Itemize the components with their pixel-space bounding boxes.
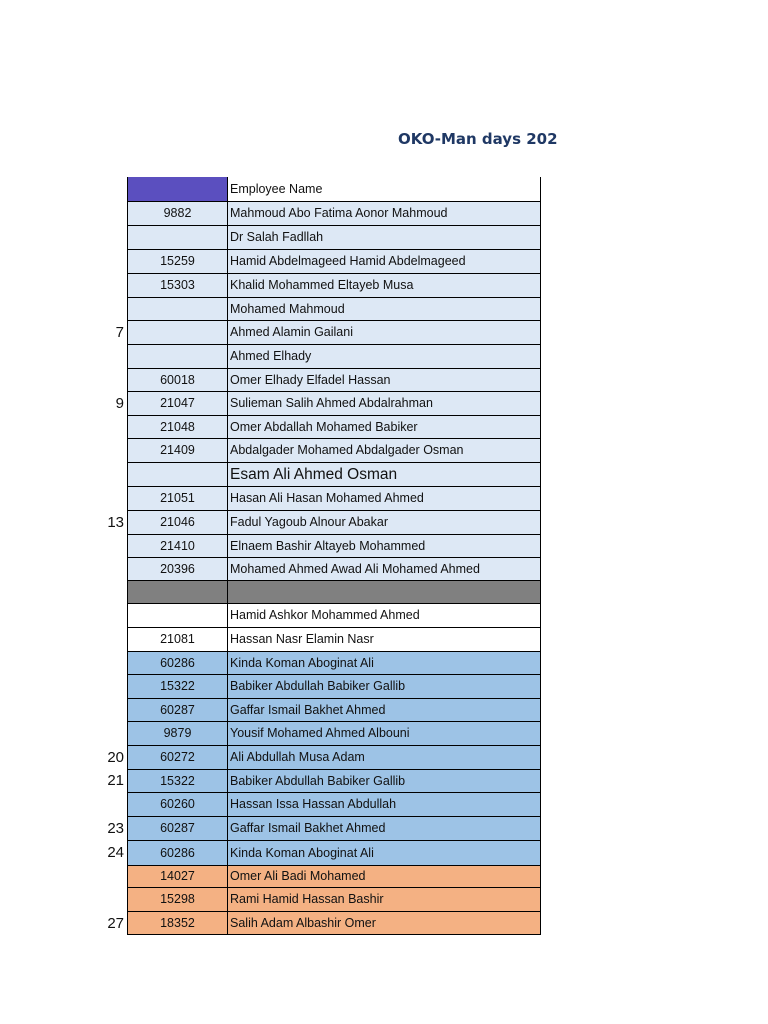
name-cell: Mohamed Ahmed Awad Ali Mohamed Ahmed [227,557,541,580]
name-cell: Babiker Abdullah Babiker Gallib [227,769,541,792]
id-cell: 60286 [127,651,227,674]
name-cell: Salih Adam Albashir Omer [227,911,541,935]
id-cell: 9879 [127,721,227,745]
name-cell: Hasan Ali Hasan Mohamed Ahmed [227,486,541,510]
id-cell [127,225,227,249]
id-cell [127,603,227,627]
id-cell: 18352 [127,911,227,935]
name-cell: Mohamed Mahmoud [227,297,541,320]
id-cell: 21409 [127,438,227,462]
id-cell: 21410 [127,534,227,557]
row-number: 27 [107,914,124,932]
row-number: 13 [107,513,124,531]
id-cell: 15322 [127,674,227,698]
id-cell: 60286 [127,840,227,865]
header-id-cell [127,177,227,201]
row-number: 24 [107,844,124,861]
name-cell: Sulieman Salih Ahmed Abdalrahman [227,391,541,415]
id-cell: 60272 [127,745,227,769]
name-cell: Khalid Mohammed Eltayeb Musa [227,273,541,297]
id-cell: 60287 [127,816,227,840]
sheet-title: OKO-Man days 202 [398,130,558,148]
id-cell: 60260 [127,792,227,816]
name-cell: Hamid Abdelmageed Hamid Abdelmageed [227,249,541,273]
name-cell: Esam Ali Ahmed Osman [227,462,541,486]
id-cell: 21051 [127,486,227,510]
name-cell: Abdalgader Mohamed Abdalgader Osman [227,438,541,462]
id-cell: 14027 [127,865,227,887]
id-cell: 15303 [127,273,227,297]
name-cell [227,580,541,603]
name-cell: Ahmed Elhady [227,344,541,368]
name-cell: Kinda Koman Aboginat Ali [227,840,541,865]
name-cell: Gaffar Ismail Bakhet Ahmed [227,698,541,721]
name-cell: Elnaem Bashir Altayeb Mohammed [227,534,541,557]
id-cell: 21048 [127,415,227,438]
row-number: 20 [107,748,124,766]
name-cell: Ali Abdullah Musa Adam [227,745,541,769]
id-cell [127,297,227,320]
id-cell [127,344,227,368]
name-cell: Omer Abdallah Mohamed Babiker [227,415,541,438]
id-cell [127,320,227,344]
id-cell: 15259 [127,249,227,273]
id-cell: 21047 [127,391,227,415]
id-cell [127,462,227,486]
name-cell: Yousif Mohamed Ahmed Albouni [227,721,541,745]
id-cell [127,580,227,603]
name-cell: Ahmed Alamin Gailani [227,320,541,344]
name-cell: Babiker Abdullah Babiker Gallib [227,674,541,698]
row-number: 21 [107,772,124,789]
id-cell: 60018 [127,368,227,391]
name-cell: Hassan Nasr Elamin Nasr [227,627,541,651]
id-cell: 21081 [127,627,227,651]
row-number: 9 [115,394,124,412]
id-cell: 60287 [127,698,227,721]
id-cell: 20396 [127,557,227,580]
row-number: 23 [107,819,124,837]
name-cell: Hassan Issa Hassan Abdullah [227,792,541,816]
name-cell: Kinda Koman Aboginat Ali [227,651,541,674]
name-cell: Gaffar Ismail Bakhet Ahmed [227,816,541,840]
name-cell: Mahmoud Abo Fatima Aonor Mahmoud [227,201,541,225]
header-name-cell: Employee Name [227,177,541,201]
name-cell: Omer Ali Badi Mohamed [227,865,541,887]
name-cell: Dr Salah Fadllah [227,225,541,249]
id-cell: 15298 [127,887,227,911]
id-cell: 9882 [127,201,227,225]
name-cell: Hamid Ashkor Mohammed Ahmed [227,603,541,627]
id-cell: 15322 [127,769,227,792]
name-cell: Fadul Yagoub Alnour Abakar [227,510,541,534]
id-cell: 21046 [127,510,227,534]
name-cell: Omer Elhady Elfadel Hassan [227,368,541,391]
name-cell: Rami Hamid Hassan Bashir [227,887,541,911]
row-number: 7 [115,323,124,341]
